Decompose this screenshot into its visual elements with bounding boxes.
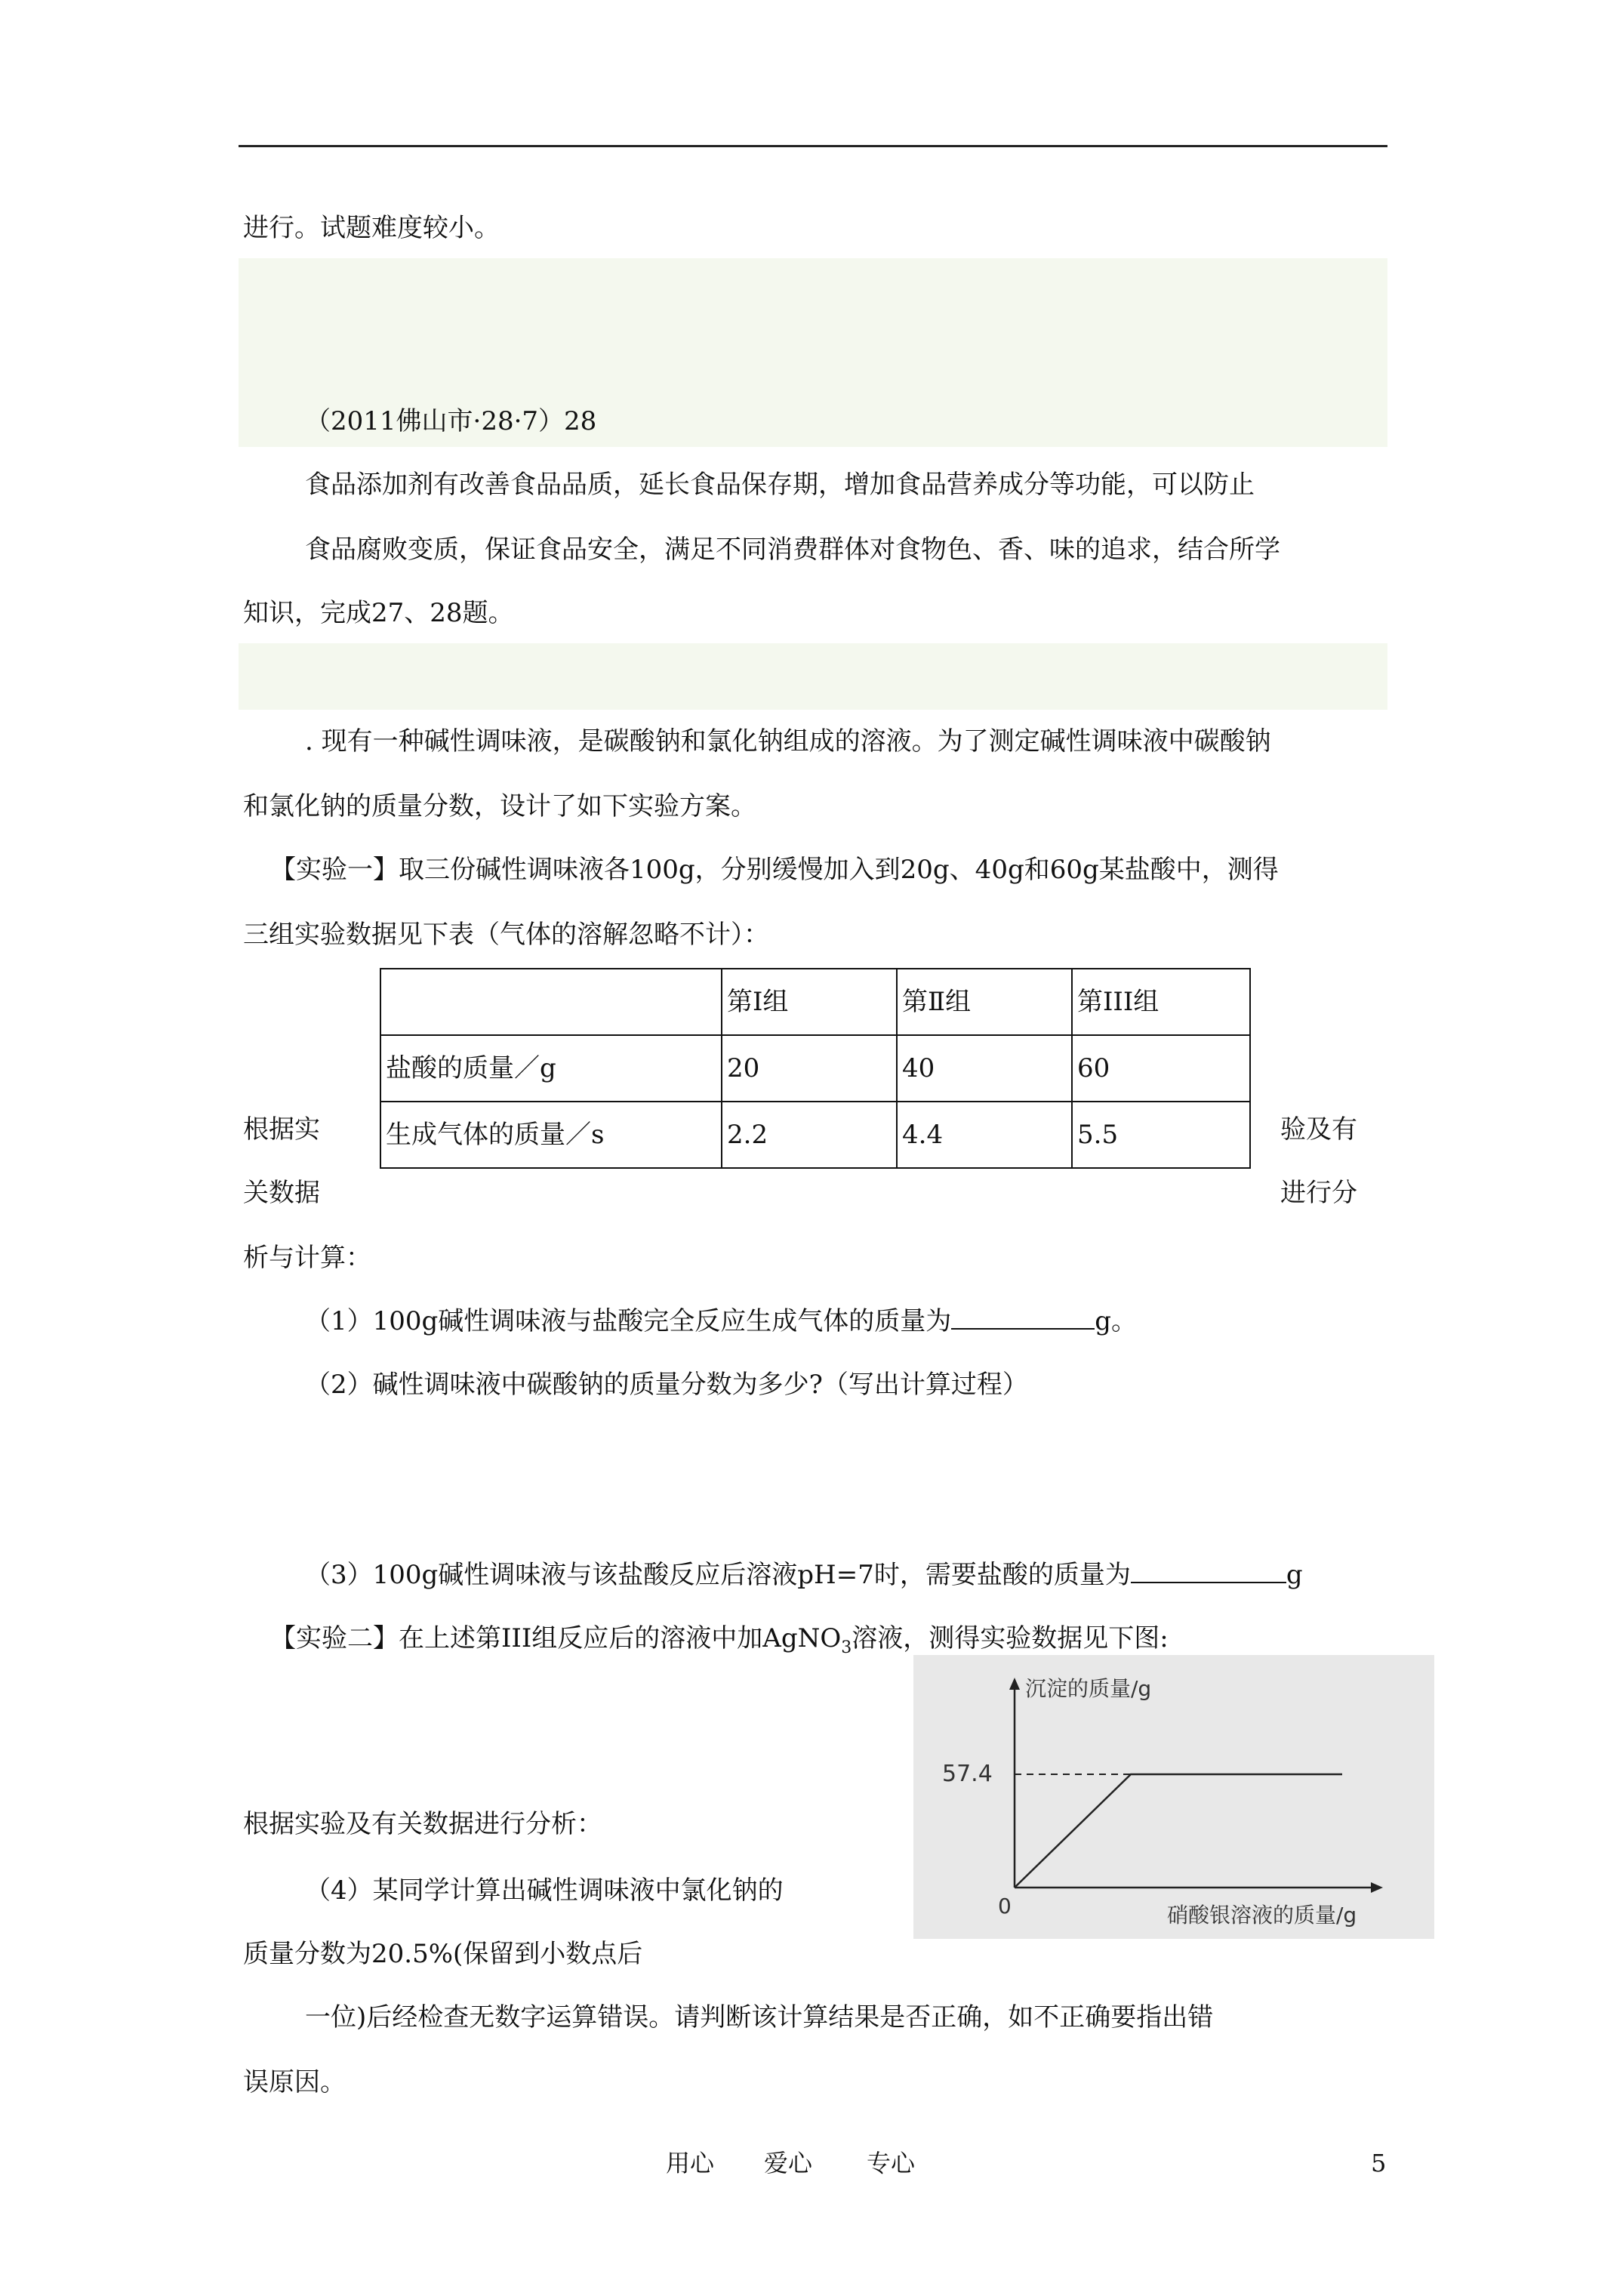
table-cell — [380, 969, 722, 1035]
question-text: 和氯化钠的质量分数，设计了如下实验方案。 — [243, 791, 756, 821]
page-number: 5 — [1371, 2149, 1387, 2177]
table-cell: 第Ⅰ组 — [722, 969, 897, 1035]
precipitate-chart — [913, 1655, 1434, 1939]
series-line — [1015, 1774, 1342, 1888]
source-reference: （2011佛山市·28·7）28 — [305, 406, 597, 436]
answer-blank[interactable] — [1131, 1582, 1286, 1583]
y-tick-label: 57.4 — [942, 1761, 993, 1787]
text-line: 食品添加剂有改善食品品质，延长食品保存期，增加食品营养成分等功能，可以防止 — [305, 470, 1255, 500]
data-table — [380, 968, 1251, 1169]
table-cell: 60 — [1072, 1035, 1250, 1102]
subscript: 3 — [841, 1638, 852, 1657]
question-3-text: （3）100g碱性调味液与该盐酸反应后溶液pH=7时，需要盐酸的质量为 — [305, 1560, 1131, 1590]
table-header-row — [380, 969, 1250, 1035]
y-axis-arrow — [1009, 1678, 1020, 1690]
experiment-2-post: 溶液，测得实验数据见下图: — [852, 1623, 1169, 1653]
side-text-right: 验及有 — [1280, 1114, 1357, 1145]
chart-svg — [913, 1655, 1434, 1939]
question-2: （2）碱性调味液中碳酸钠的质量分数为多少?（写出计算过程） — [305, 1370, 1028, 1400]
text-line: 进行。试题难度较小。 — [243, 213, 500, 243]
question-1-unit: g。 — [1095, 1306, 1138, 1336]
header-rule — [239, 145, 1387, 147]
text-line: 食品腐败变质，保证食品安全，满足不同消费群体对食物色、香、味的追求，结合所学 — [305, 535, 1280, 565]
question-text: . 现有一种碱性调味液，是碳酸钠和氯化钠组成的溶液。为了测定碱性调味液中碳酸钠 — [305, 726, 1271, 757]
table-cell: 4.4 — [897, 1102, 1072, 1168]
experiment-2-pre: 【实验二】在上述第III组反应后的溶液中加AgNO — [270, 1623, 842, 1653]
table-cell: 生成气体的质量／s — [380, 1102, 722, 1168]
question-3 — [305, 1560, 1303, 1591]
question-1-text: （1）100g碱性调味液与盐酸完全反应生成气体的质量为 — [305, 1306, 952, 1336]
table-cell: 40 — [897, 1035, 1072, 1102]
side-text-left: 根据实 — [243, 1114, 320, 1145]
experiment-2-text — [270, 1623, 1169, 1658]
experiment-1-text: 三组实验数据见下表（气体的溶解忽略不计）： — [243, 920, 769, 950]
text-line: 根据实验及有关数据进行分析： — [243, 1809, 602, 1839]
table-row — [380, 1035, 1250, 1102]
footer-item: 爱心 — [764, 2149, 813, 2177]
question-3-unit: g — [1286, 1560, 1303, 1590]
x-axis-arrow — [1371, 1882, 1383, 1893]
text-line: 析与计算： — [243, 1243, 371, 1273]
origin-label: 0 — [998, 1894, 1012, 1918]
question-4-text: 质量分数为20.5%(保留到小数点后 — [243, 1939, 643, 1969]
answer-blank[interactable] — [951, 1328, 1095, 1330]
side-text-right: 进行分 — [1280, 1178, 1357, 1208]
footer-item: 用心 — [666, 2149, 715, 2177]
table-cell: 第III组 — [1072, 969, 1250, 1035]
experiment-1-text: 【实验一】取三份碱性调味液各100g，分别缓慢加入到20g、40g和60g某盐酸中，测得 — [270, 855, 1279, 885]
table-cell: 第Ⅱ组 — [897, 969, 1072, 1035]
y-axis-label: 沉淀的质量/g — [1025, 1676, 1152, 1701]
table-cell: 2.2 — [722, 1102, 897, 1168]
table-cell: 5.5 — [1072, 1102, 1250, 1168]
footer-item: 专心 — [867, 2149, 916, 2177]
x-axis-label: 硝酸银溶液的质量/g — [1167, 1903, 1357, 1928]
question-4-text: 误原因。 — [243, 2067, 346, 2097]
text-line: 知识，完成27、28题。 — [243, 598, 514, 628]
side-text-left: 关数据 — [243, 1178, 320, 1208]
table-cell: 20 — [722, 1035, 897, 1102]
shaded-block — [239, 643, 1387, 710]
question-4-text: 一位)后经检查无数字运算错误。请判断该计算结果是否正确，如不正确要指出错 — [305, 2002, 1214, 2032]
question-1 — [305, 1306, 1137, 1337]
question-4-text: （4）某同学计算出碱性调味液中氯化钠的 — [305, 1875, 784, 1906]
table-row — [380, 1102, 1250, 1168]
table-cell: 盐酸的质量／g — [380, 1035, 722, 1102]
